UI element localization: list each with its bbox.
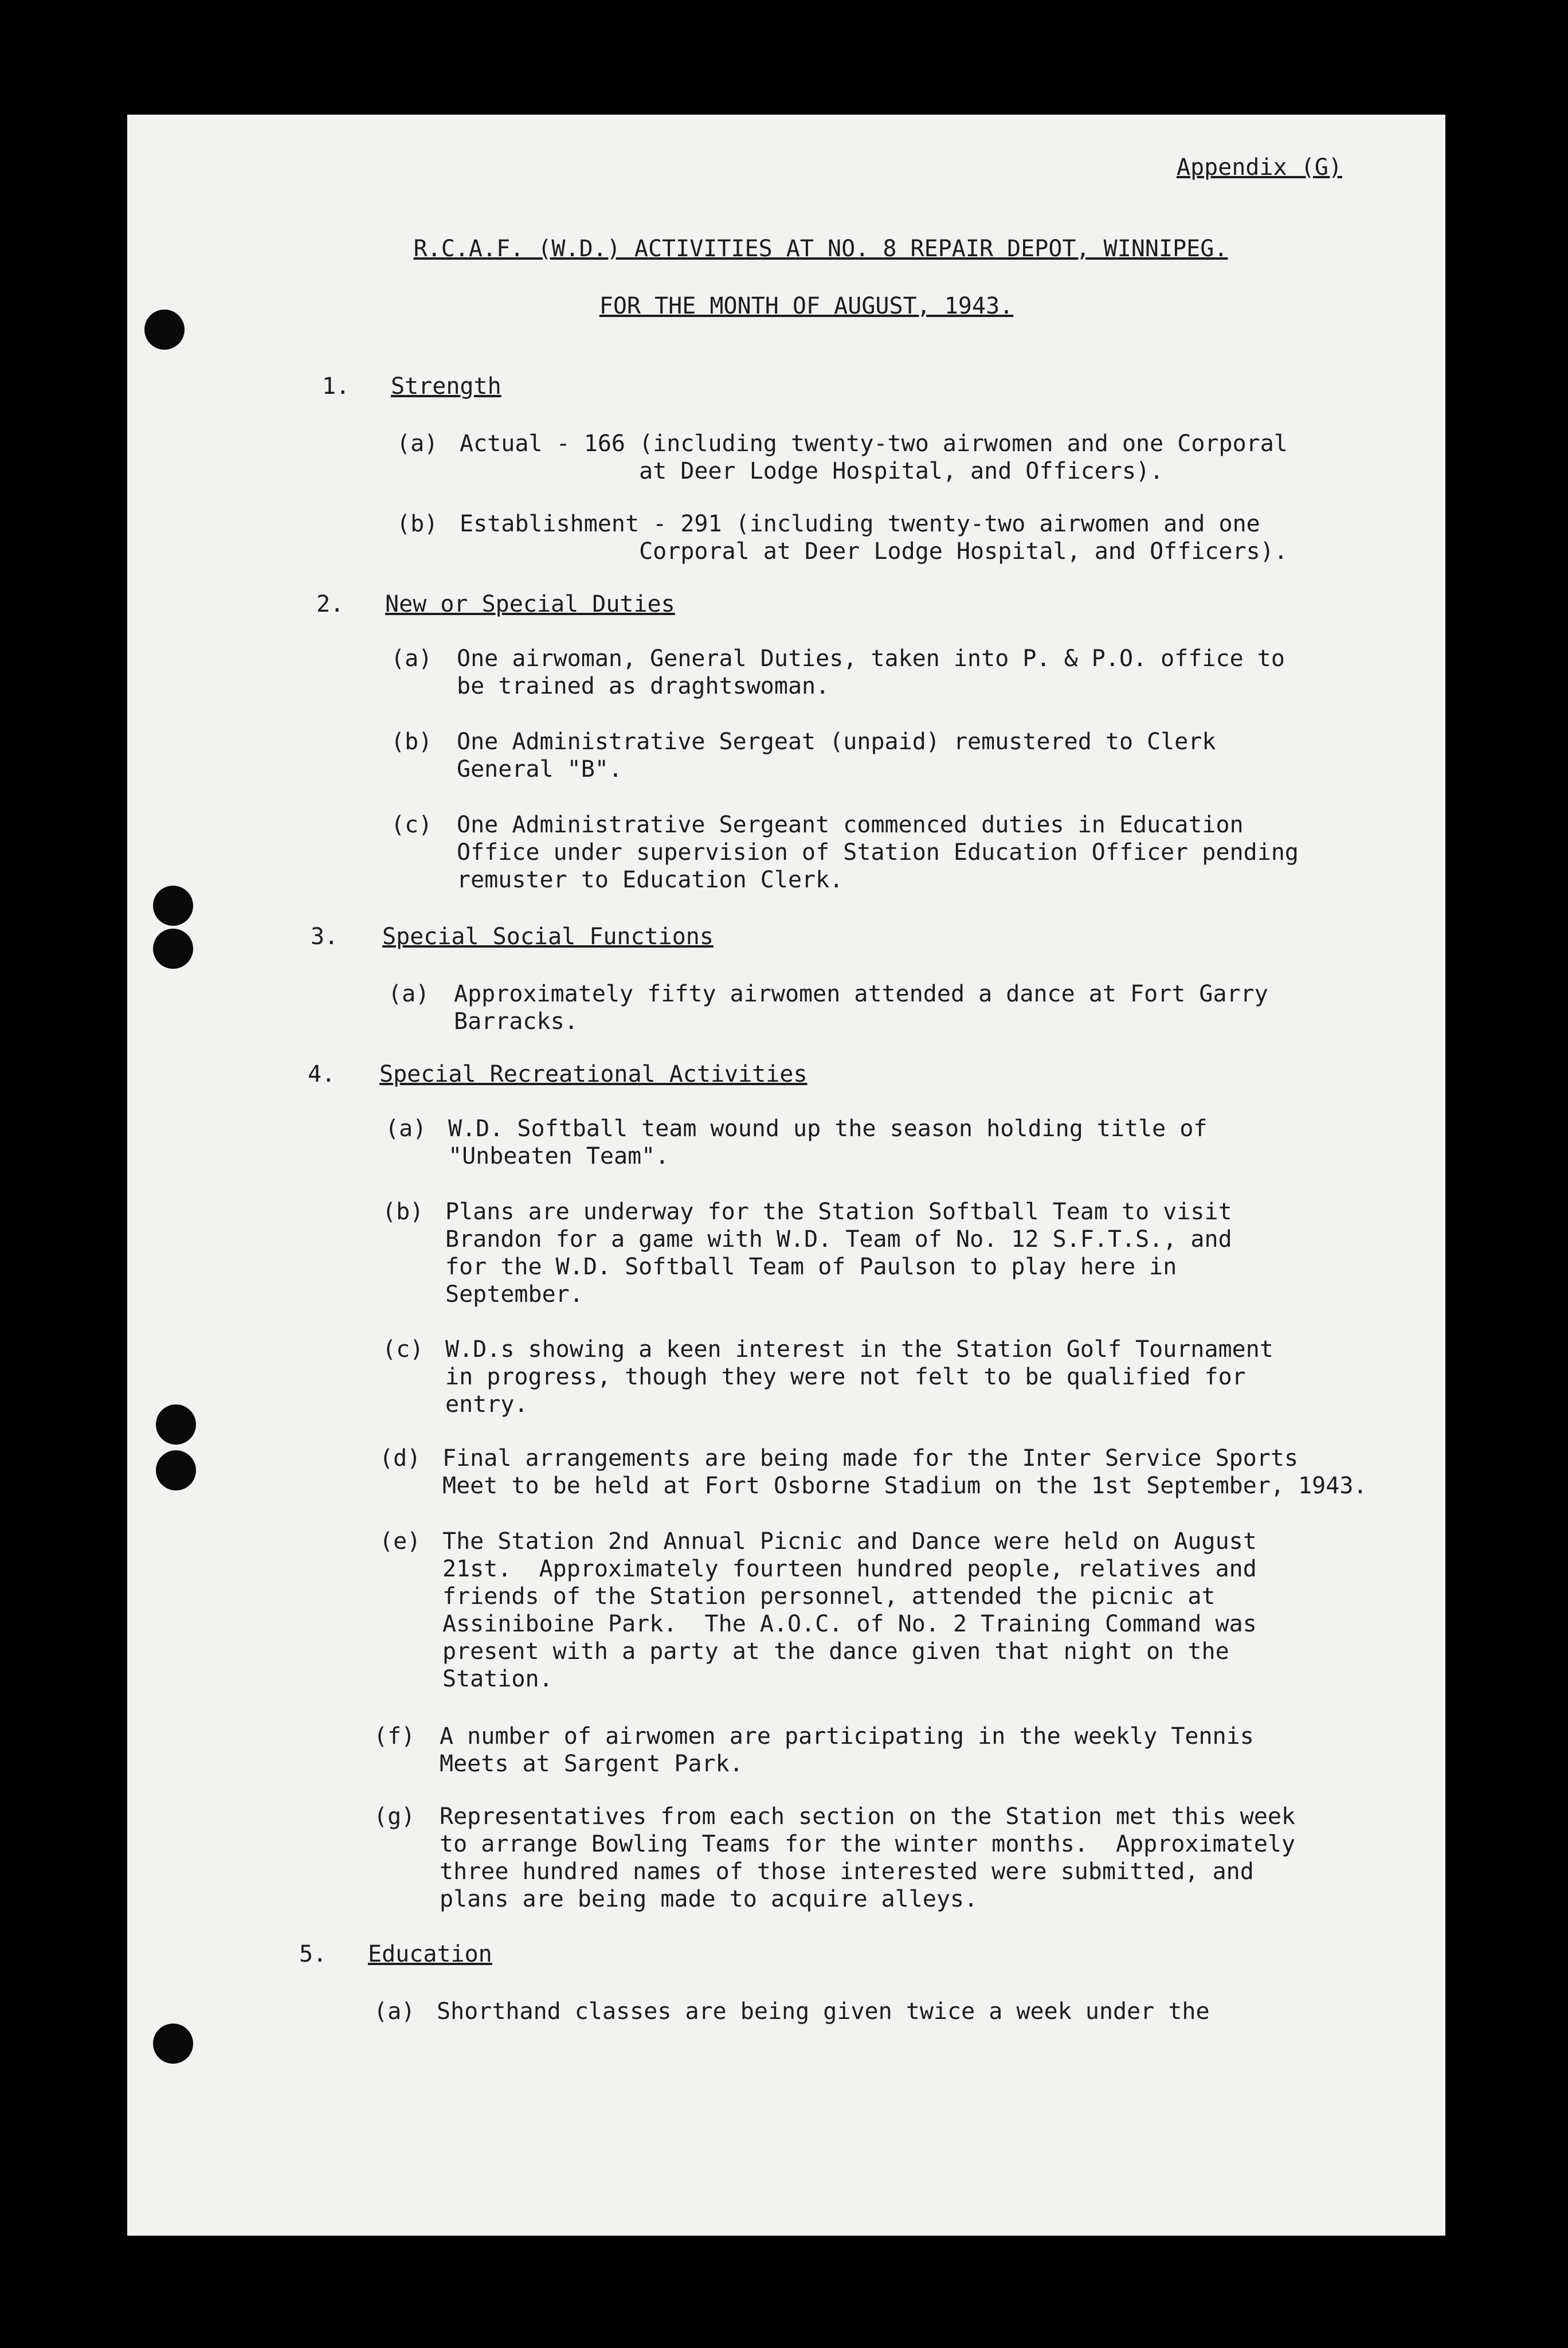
item-label: (b) [382, 1199, 424, 1225]
item-text: W.D. Softball team wound up the season holding title of "Unbeaten Team". [448, 1116, 1208, 1169]
section-number: 5. [299, 1941, 327, 1967]
section-number: 2. [316, 591, 344, 617]
document-page [127, 115, 1445, 2236]
item-text: One Administrative Sergeant commenced duties in Education Office under supervision of Station Education Officer pending remuster to Education Clerk. [457, 812, 1299, 893]
appendix-label: Appendix (G) [1177, 154, 1342, 181]
item-label: (a) [388, 981, 430, 1007]
item-text: Plans are underway for the Station Softball Team to visit Brandon for a game with W.D. Team of No. 12 S.F.T.S., and for the W.D. Softball Team of Paulson to play here in September. [445, 1199, 1232, 1308]
section-number: 4. [308, 1061, 336, 1087]
section-number: 1. [322, 373, 350, 400]
item-text: Shorthand classes are being given twice a week under the [437, 1998, 1210, 2025]
item-text: Approximately fifty airwomen attended a dance at Fort Garry Barracks. [454, 981, 1268, 1035]
item-label: (e) [379, 1528, 421, 1555]
document-title: R.C.A.F. (W.D.) ACTIVITIES AT NO. 8 REPAIR DEPOT, WINNIPEG. [413, 236, 1228, 262]
item-label: (c) [391, 812, 433, 838]
item-label: (f) [374, 1723, 415, 1750]
section-heading: Special Recreational Activities [379, 1061, 807, 1087]
item-label: (a) [374, 1998, 415, 2025]
section-heading: Education [368, 1941, 492, 1967]
item-text: A number of airwomen are participating in the weekly Tennis Meets at Sargent Park. [440, 1723, 1254, 1777]
section-number: 3. [311, 923, 339, 950]
document-body [127, 115, 1445, 2236]
item-label: (c) [382, 1336, 424, 1363]
item-text: Actual - 166 (including twenty-two airwomen and one Corporal at Deer Lodge Hospital, and Officers). [460, 431, 1288, 484]
section-heading: Strength [391, 373, 501, 400]
section-heading: New or Special Duties [385, 591, 675, 617]
document-subtitle: FOR THE MONTH OF AUGUST, 1943. [599, 293, 1014, 319]
item-text: One airwoman, General Duties, taken into P. & P.O. office to be trained as draghtswoman. [457, 645, 1285, 699]
item-label: (d) [379, 1445, 421, 1472]
item-text: Establishment - 291 (including twenty-two airwomen and one Corporal at Deer Lodge Hospital, and Officers). [460, 511, 1288, 565]
item-text: One Administrative Sergeat (unpaid) remustered to Clerk General "B". [457, 729, 1216, 782]
item-label: (a) [391, 645, 433, 672]
item-label: (b) [397, 511, 438, 537]
item-text: The Station 2nd Annual Picnic and Dance were held on August 21st. Approximately fourteen hundred people, relatives and friends of the Station personnel, attended the picnic at Assiniboine Park. The A.O.C. of No. 2 Training Command was present with a party at the dance given that night on the Station. [442, 1528, 1257, 1692]
item-text: Final arrangements are being made for the Inter Service Sports Meet to be held at Fort Osborne Stadium on the 1st September, 1943. [442, 1445, 1367, 1499]
item-label: (a) [385, 1116, 427, 1142]
section-heading: Special Social Functions [382, 923, 714, 950]
item-label: (b) [391, 729, 433, 755]
item-text: W.D.s showing a keen interest in the Station Golf Tournament in progress, though they were not felt to be qualified for entry. [445, 1336, 1273, 1418]
item-text: Representatives from each section on the Station met this week to arrange Bowling Teams for the winter months. Approximately three hundred names of those interested were submitted, and plans are being made to acquire alleys. [440, 1803, 1296, 1912]
item-label: (a) [397, 431, 438, 457]
item-label: (g) [374, 1803, 415, 1830]
